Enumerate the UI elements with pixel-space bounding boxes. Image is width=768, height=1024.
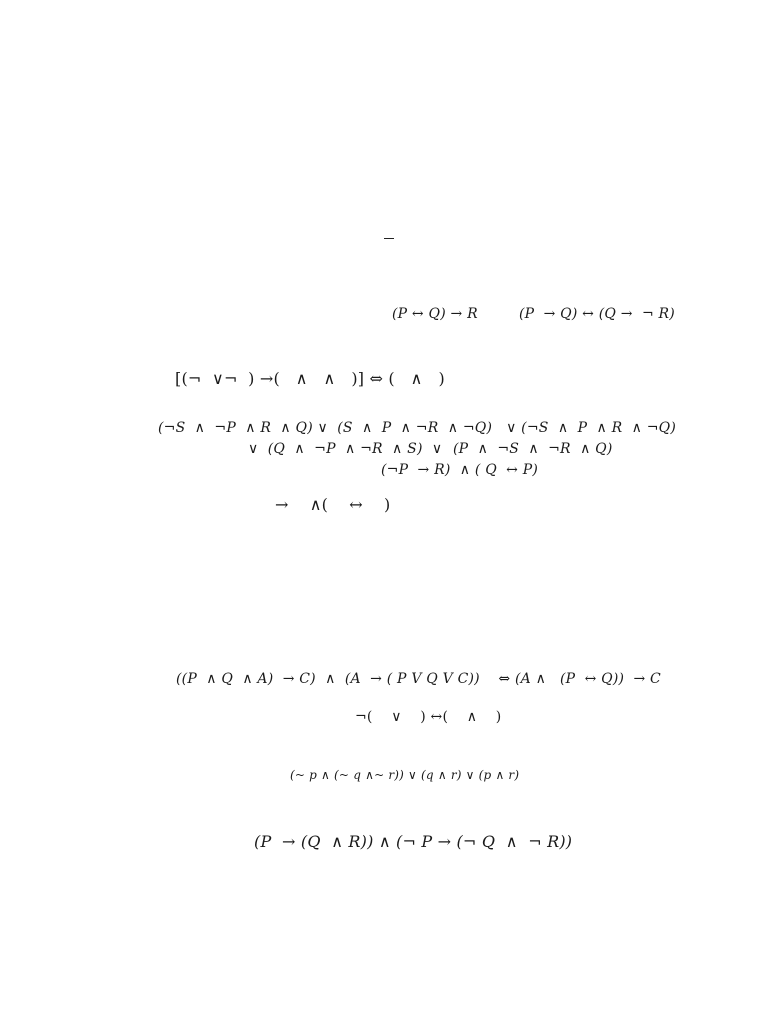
formula-3a: (¬S ∧ ¬P ∧ R ∧ Q) ∨ (S ∧ P ∧ ¬R ∧ ¬Q) ∨ (¬S ∧ P ∧ R ∧ ¬Q) xyxy=(158,420,677,436)
formula-3d: (¬P → R) ∧ ( Q ↔ P) xyxy=(381,462,539,478)
formula-6: ¬( ∨ ) ↔( ∧ ) xyxy=(355,709,502,725)
formula-5: ((P ∧ Q ∧ A) → C) ∧ (A → ( P V Q V C)) ⇔ (A ∧ (P ↔ Q)) → C xyxy=(176,671,661,687)
dash-mark xyxy=(384,238,394,239)
formula-3b: ∨ (Q ∧ ¬P ∧ ¬R ∧ S) ∨ xyxy=(248,441,443,457)
formula-1b: (P → Q) ↔ (Q → ¬ R) xyxy=(519,306,675,322)
formula-4: → ∧( ↔ ) xyxy=(275,495,391,514)
formula-3c: (P ∧ ¬S ∧ ¬R ∧ Q) xyxy=(453,441,613,457)
formula-7: (~ p ∧ (~ q ∧~ r)) ∨ (q ∧ r) ∨ (p ∧ r) xyxy=(290,768,520,782)
formula-2: [(¬ ∨¬ ) →( ∧ ∧ )] ⇔ ( ∧ ) xyxy=(175,369,445,388)
formula-8: (P → (Q ∧ R)) ∧ (¬ P → (¬ Q ∧ ¬ R)) xyxy=(254,832,573,851)
formula-1a: (P ↔ Q) → R xyxy=(392,306,478,322)
